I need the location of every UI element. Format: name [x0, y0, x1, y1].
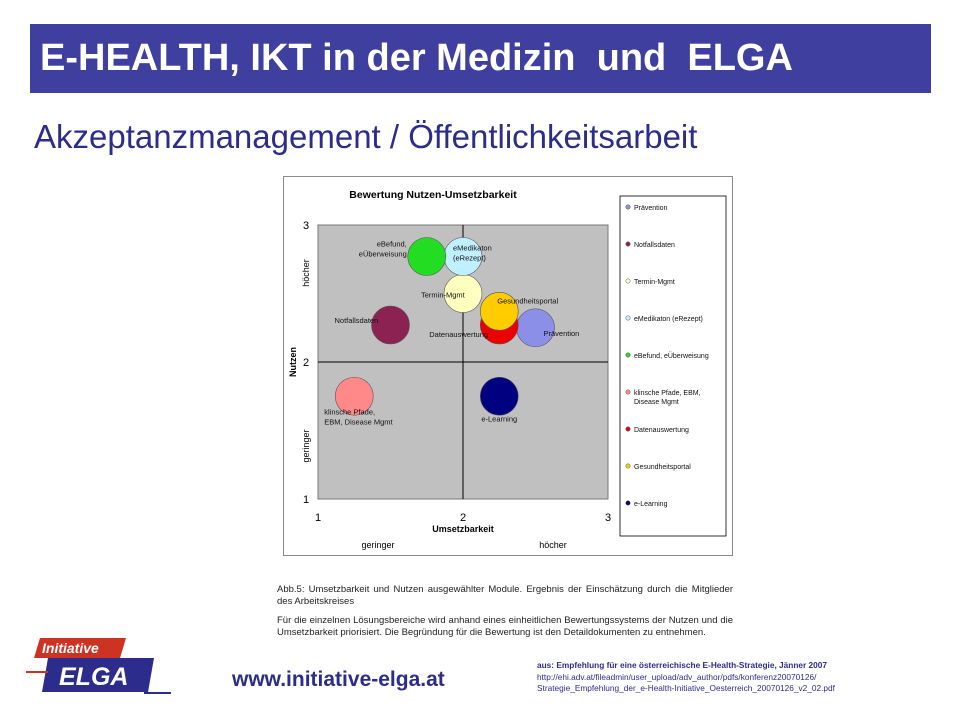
legend-marker — [626, 353, 630, 357]
initiative-elga-logo — [26, 636, 176, 698]
figure-caption — [277, 584, 733, 646]
y-axis-label: Nutzen — [288, 347, 298, 377]
x-high-label: höcher — [539, 540, 567, 550]
legend-marker — [626, 279, 630, 283]
source-reference — [537, 660, 947, 695]
data-point — [408, 238, 446, 276]
y-low-label: geringer — [301, 429, 311, 463]
x-axis-label: Umsetzbarkeit — [432, 524, 494, 534]
source-link-line1[interactable]: http://ehi.adv.at/fileadmin/user_upload/adv_author/pdfs/konferenz20070126/ — [537, 671, 817, 682]
x-low-label: geringer — [361, 540, 395, 550]
legend-marker — [626, 316, 630, 320]
point-label: Datenauswertung — [429, 330, 489, 340]
point-label: Gesundheitsportal — [497, 296, 559, 306]
legend-entry: Datenauswertung — [634, 427, 689, 434]
legend-entry: eBefund, eÜberweisung — [634, 353, 709, 360]
data-point — [480, 377, 518, 415]
point-label: eMedikaton (eRezept) — [453, 243, 492, 263]
source-link-line2[interactable]: Strategie_Empfehlung_der_e-Health-Initiative_Oesterreich_20070126_v2_02.pdf — [537, 683, 835, 693]
caption-line1: Abb.5: Umsetzbarkeit und Nutzen ausgewählter Module. Ergebnis der Einschätzung durch die Mitglieder des Arbeitskreises — [277, 584, 733, 607]
legend-entry: eMedikaton (eRezept) — [634, 316, 703, 323]
chart-title: Bewertung Nutzen-Umsetzbarkeit — [349, 189, 517, 201]
x-tick-label: 2 — [459, 512, 467, 524]
legend-entry: Prävention — [634, 205, 668, 212]
legend-entry: klinsche Pfade, EBM, Disease Mgmt — [634, 390, 701, 406]
page-title: E-HEALTH, IKT in der Medizin und ELGA — [40, 37, 793, 79]
x-tick-label: 3 — [604, 512, 612, 524]
point-label: eBefund, eÜberweisung — [358, 239, 407, 259]
logo-text-initiative: Initiative — [42, 640, 99, 656]
legend-marker — [626, 242, 630, 246]
scatter-chart — [283, 176, 733, 556]
caption-line2: Für die einzelnen Lösungsbereiche wird anhand eines einheitlichen Bewertungssystems der Nutzen und die Umsetzbarkeit priorisiert. Die Begründung für die Bewertung ist den Detaildokumenten zu entnehmen. — [277, 615, 733, 638]
source-title: aus: Empfehlung für eine österreichische E-Health-Strategie, Jänner 2007 — [537, 660, 828, 670]
slide-subtitle: Akzeptanzmanagement / Öffentlichkeitsarbeit — [34, 118, 698, 155]
y-tick-label: 3 — [302, 220, 310, 232]
legend-marker — [626, 464, 630, 468]
y-high-label: höcher — [301, 259, 311, 287]
logo-text-elga: ELGA — [59, 663, 129, 691]
data-point — [517, 309, 555, 347]
point-label: Prävention — [543, 328, 580, 338]
legend-marker — [626, 390, 630, 394]
point-label: Termin-Mgmt — [421, 290, 465, 300]
title-bar — [30, 24, 931, 93]
point-label: Notfallsdaten — [334, 316, 379, 326]
y-tick-label: 2 — [302, 357, 310, 369]
point-label: e-Learning — [481, 414, 518, 424]
legend-entry: e-Learning — [634, 501, 668, 508]
website-link[interactable]: www.initiative-elga.at — [232, 668, 445, 691]
legend-entry: Notfallsdaten — [634, 242, 675, 249]
legend-entry: Termin-Mgmt — [634, 279, 675, 286]
x-tick-label: 1 — [314, 512, 322, 524]
legend-marker — [626, 501, 630, 505]
legend-marker — [626, 427, 630, 431]
legend-entry: Gesundheitsportal — [634, 464, 691, 471]
y-tick-label: 1 — [302, 494, 310, 506]
point-label: klinsche Pfade, EBM, Disease Mgmt — [324, 407, 393, 427]
legend-marker — [626, 205, 630, 209]
